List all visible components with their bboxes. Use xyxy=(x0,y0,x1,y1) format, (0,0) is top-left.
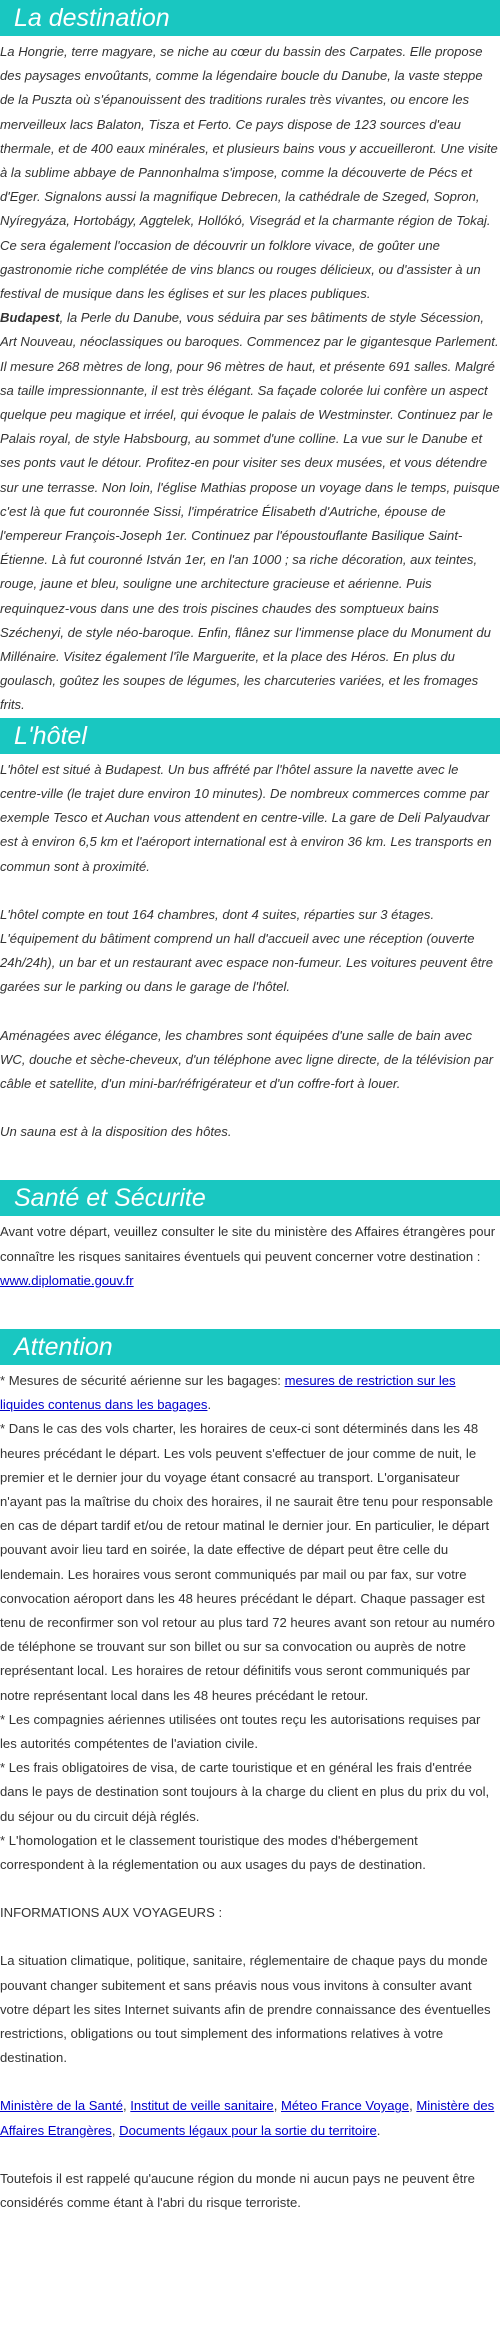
link-separator: , xyxy=(409,2098,417,2114)
attention-content xyxy=(0,1365,500,2215)
hotel-location-paragraph: L'hôtel est situé à Budapest. Un bus affrété par l'hôtel assure la navette avec le centre-ville (le trajet dure environ 10 minutes). De nombreux commerces comme par exemple Tesco et Auchan vous attendent en centre-ville. La gare de Deli Palyaudvar est à environ 6,5 km et l'aéroport international est à environ 36 km. Les transports en commun sont à proximité. xyxy=(0,761,492,874)
attention-item-homologation: * L'homologation et le classement touristique des modes d'hébergement correspondent à la réglementation ou aux usages du pays de destination. xyxy=(0,1832,426,1872)
info-voyageurs-text: La situation climatique, politique, sanitaire, réglementaire de chaque pays du monde pouvant changer subitement et sans préavis nous vous invitons à consulter avant votre départ les sites Internet suivants afin de prendre connaissance des éventuelles restrictions, obligations ou tout simplement des informations relatives à votre destination. xyxy=(0,1953,491,2066)
affaires-etrangeres-link[interactable]: Ministère des Affaires Etrangères xyxy=(0,2098,495,2138)
attention-item-compagnies: * Les compagnies aériennes utilisées ont toutes reçu les autorisations requises par les autorités compétentes de l'aviation civile. xyxy=(0,1711,481,1751)
hotel-rooms-paragraph: L'hôtel compte en tout 164 chambres, dont 4 suites, réparties sur 3 étages. L'équipement du bâtiment comprend un hall d'accueil avec une réception (ouverte 24h/24h), un bar et un restaurant avec espace non-fumeur. Les voitures peuvent être garées sur le parking ou dans le garage de l'hôtel. xyxy=(0,906,494,995)
section-title-attention: Attention xyxy=(0,1329,500,1365)
hotel-equipment-paragraph: Aménagées avec élégance, les chambres sont équipées d'une salle de bain avec WC, douche et sèche-cheveux, d'un téléphone avec ligne directe, de la télévision par câble et satellite, d'un mini-bar/réfrigérateur et d'un coffre-fort à louer. xyxy=(0,1027,494,1091)
meteo-france-link[interactable]: Méteo France Voyage xyxy=(280,2098,410,2114)
budapest-paragraph xyxy=(0,306,500,717)
liquides-restriction-link[interactable]: mesures de restriction sur les liquides contenus dans les bagages xyxy=(0,1372,456,1413)
attention-item-charter: * Dans le cas des vols charter, les horaires de ceux-ci sont déterminés dans les 48 heures précédant le départ. Les vols peuvent s'effectuer de jour comme de nuit, le premier et le dernier jour du voyage étant consacré au transport. L'organisateur n'ayant pas la maîtrise du choix des horaires, il ne saurait être tenu pour responsable en cas de départ tardif et/ou de retour matinal le dernier jour. En particulier, le départ pouvant avoir lieu tard en soirée, la date effective de départ peut être celle du lendemain. Les horaires vous seront communiqués par mail ou par fax, sur votre convocation aéroport dans les 48 heures précédant le départ. Chaque passager est tenu de reconfirmer son vol retour au plus tard 72 heures avant son retour au numéro de téléphone se trouvant sur son billet ou sur sa convocation ou auprès de notre représentant local. Les horaires de retour définitifs vous seront communiqués par notre représentant local dans les 48 heures précédant le retour. xyxy=(0,1421,495,1703)
sante-text: Avant votre départ, veuillez consulter le site du ministère des Affaires étrangères pour connaître les risques sanitaires éventuels qui peuvent concerner votre destination : xyxy=(0,1224,496,1264)
link-separator: , xyxy=(273,2098,281,2114)
terrorism-notice: Toutefois il est rappelé qu'aucune région du monde ni aucun pays ne peuvent être considérés comme étant à l'abri du risque terroriste. xyxy=(0,2170,475,2211)
attention-item-frais: * Les frais obligatoires de visa, de carte touristique et en général les frais d'entrée dans le pays de destination sont toujours à la charge du client en plus du prix du vol, du séjour ou du circuit déjà réglés. xyxy=(0,1760,490,1824)
link-separator: , xyxy=(111,2122,120,2138)
links-end: . xyxy=(376,2122,381,2138)
destination-content xyxy=(0,36,500,718)
section-title-hotel: L'hôtel xyxy=(0,718,500,754)
ministere-sante-link[interactable]: Ministère de la Santé xyxy=(0,2098,124,2114)
info-voyageurs-heading: INFORMATIONS AUX VOYAGEURS : xyxy=(0,1905,223,1921)
destination-paragraph: La Hongrie, terre magyare, se niche au cœur du bassin des Carpates. Elle propose des paysages envoûtants, comme la légendaire boucle du Danube, la vaste steppe de la Puszta où s'épanouissent des traditions rurales très vivantes, ou encore les merveilleux lacs Balaton, Tisza et Ferto. Ce pays dispose de 123 sources d'eau thermale, et de 400 eaux minérales, et plusieurs bains vous y accueilleront. Une visite à la sublime abbaye de Pannonhalma s'impose, comme la découverte de Pécs et d'Eger. Signalons aussi la magnifique Debrecen, la cathédrale de Szeged, Sopron, Nyíregyáza, Hortobágy, Aggtelek, Hollókó, Visegrád et la charmante région de Tokaj. Ce sera également l'occasion de découvrir un folklore vivace, de goûter une gastronomie riche complétée de vins blancs ou rouges délicieux, ou d'assister à un festival de musique dans les églises et sur les places publiques. xyxy=(0,44,498,302)
section-title-destination: La destination xyxy=(0,0,500,36)
budapest-label: Budapest xyxy=(0,310,60,326)
hotel-sauna-paragraph: Un sauna est à la disposition des hôtes. xyxy=(0,1124,232,1140)
documents-legaux-link[interactable]: Documents légaux pour la sortie du territoire xyxy=(119,2122,377,2138)
sante-paragraph xyxy=(0,1220,500,1293)
budapest-text: , la Perle du Danube, vous séduira par ses bâtiments de style Sécession, Art Nouveau, néoclassiques ou baroques. Commencez par le gigantesque Parlement. Il mesure 268 mètres de long, pour 96 mètres de haut, et présente 691 salles. Malgré sa taille impressionnante, il est très élégant. Sa façade colorée lui confère un aspect quelque peu magique et irréel, qui évoque le palais de Westminster. Continuez par le Palais royal, de style Habsbourg, au sommet d'une colline. La vue sur le Danube et ses ponts vaut le détour. Profitez-en pour visiter ses deux musées, et vous détendre sur une terrasse. Non loin, l'église Mathias propose un voyage dans le temps, puisque c'est là que fut couronnée Sissi, l'impératrice Élisabeth d'Autriche, épouse de l'empereur François-Joseph 1er. Continuez par l'époustouflante Basilique Saint-Étienne. Là fut couronné István 1er, en l'an 1000 ; sa riche décoration, aux teintes, rouge, jaune et bleu, souligne une architecture gracieuse et aérienne. Puis requinquez-vous dans une des trois piscines chaudes des somptueux bains Széchenyi, de style néo-baroque. Enfin, flânez sur l'immense place du Monument du Millénaire. Visitez également l'île Marguerite, et la place des Héros. En plus du goulasch, goûtez les soupes de légumes, les charcuteries variées, et les fromages frits. xyxy=(0,310,500,713)
section-title-sante: Santé et Sécurite xyxy=(0,1180,500,1216)
bagages-text: * Mesures de sécurité aérienne sur les bagages: xyxy=(0,1372,285,1388)
sante-content xyxy=(0,1216,500,1329)
diplomatie-link[interactable]: www.diplomatie.gouv.fr xyxy=(0,1272,134,1288)
bagages-end: . xyxy=(207,1397,212,1413)
link-separator: , xyxy=(123,2098,131,2114)
veille-sanitaire-link[interactable]: Institut de veille sanitaire xyxy=(130,2098,274,2114)
hotel-content xyxy=(0,754,500,1181)
attention-item-bagages xyxy=(0,1369,500,1417)
info-links xyxy=(0,2094,500,2142)
